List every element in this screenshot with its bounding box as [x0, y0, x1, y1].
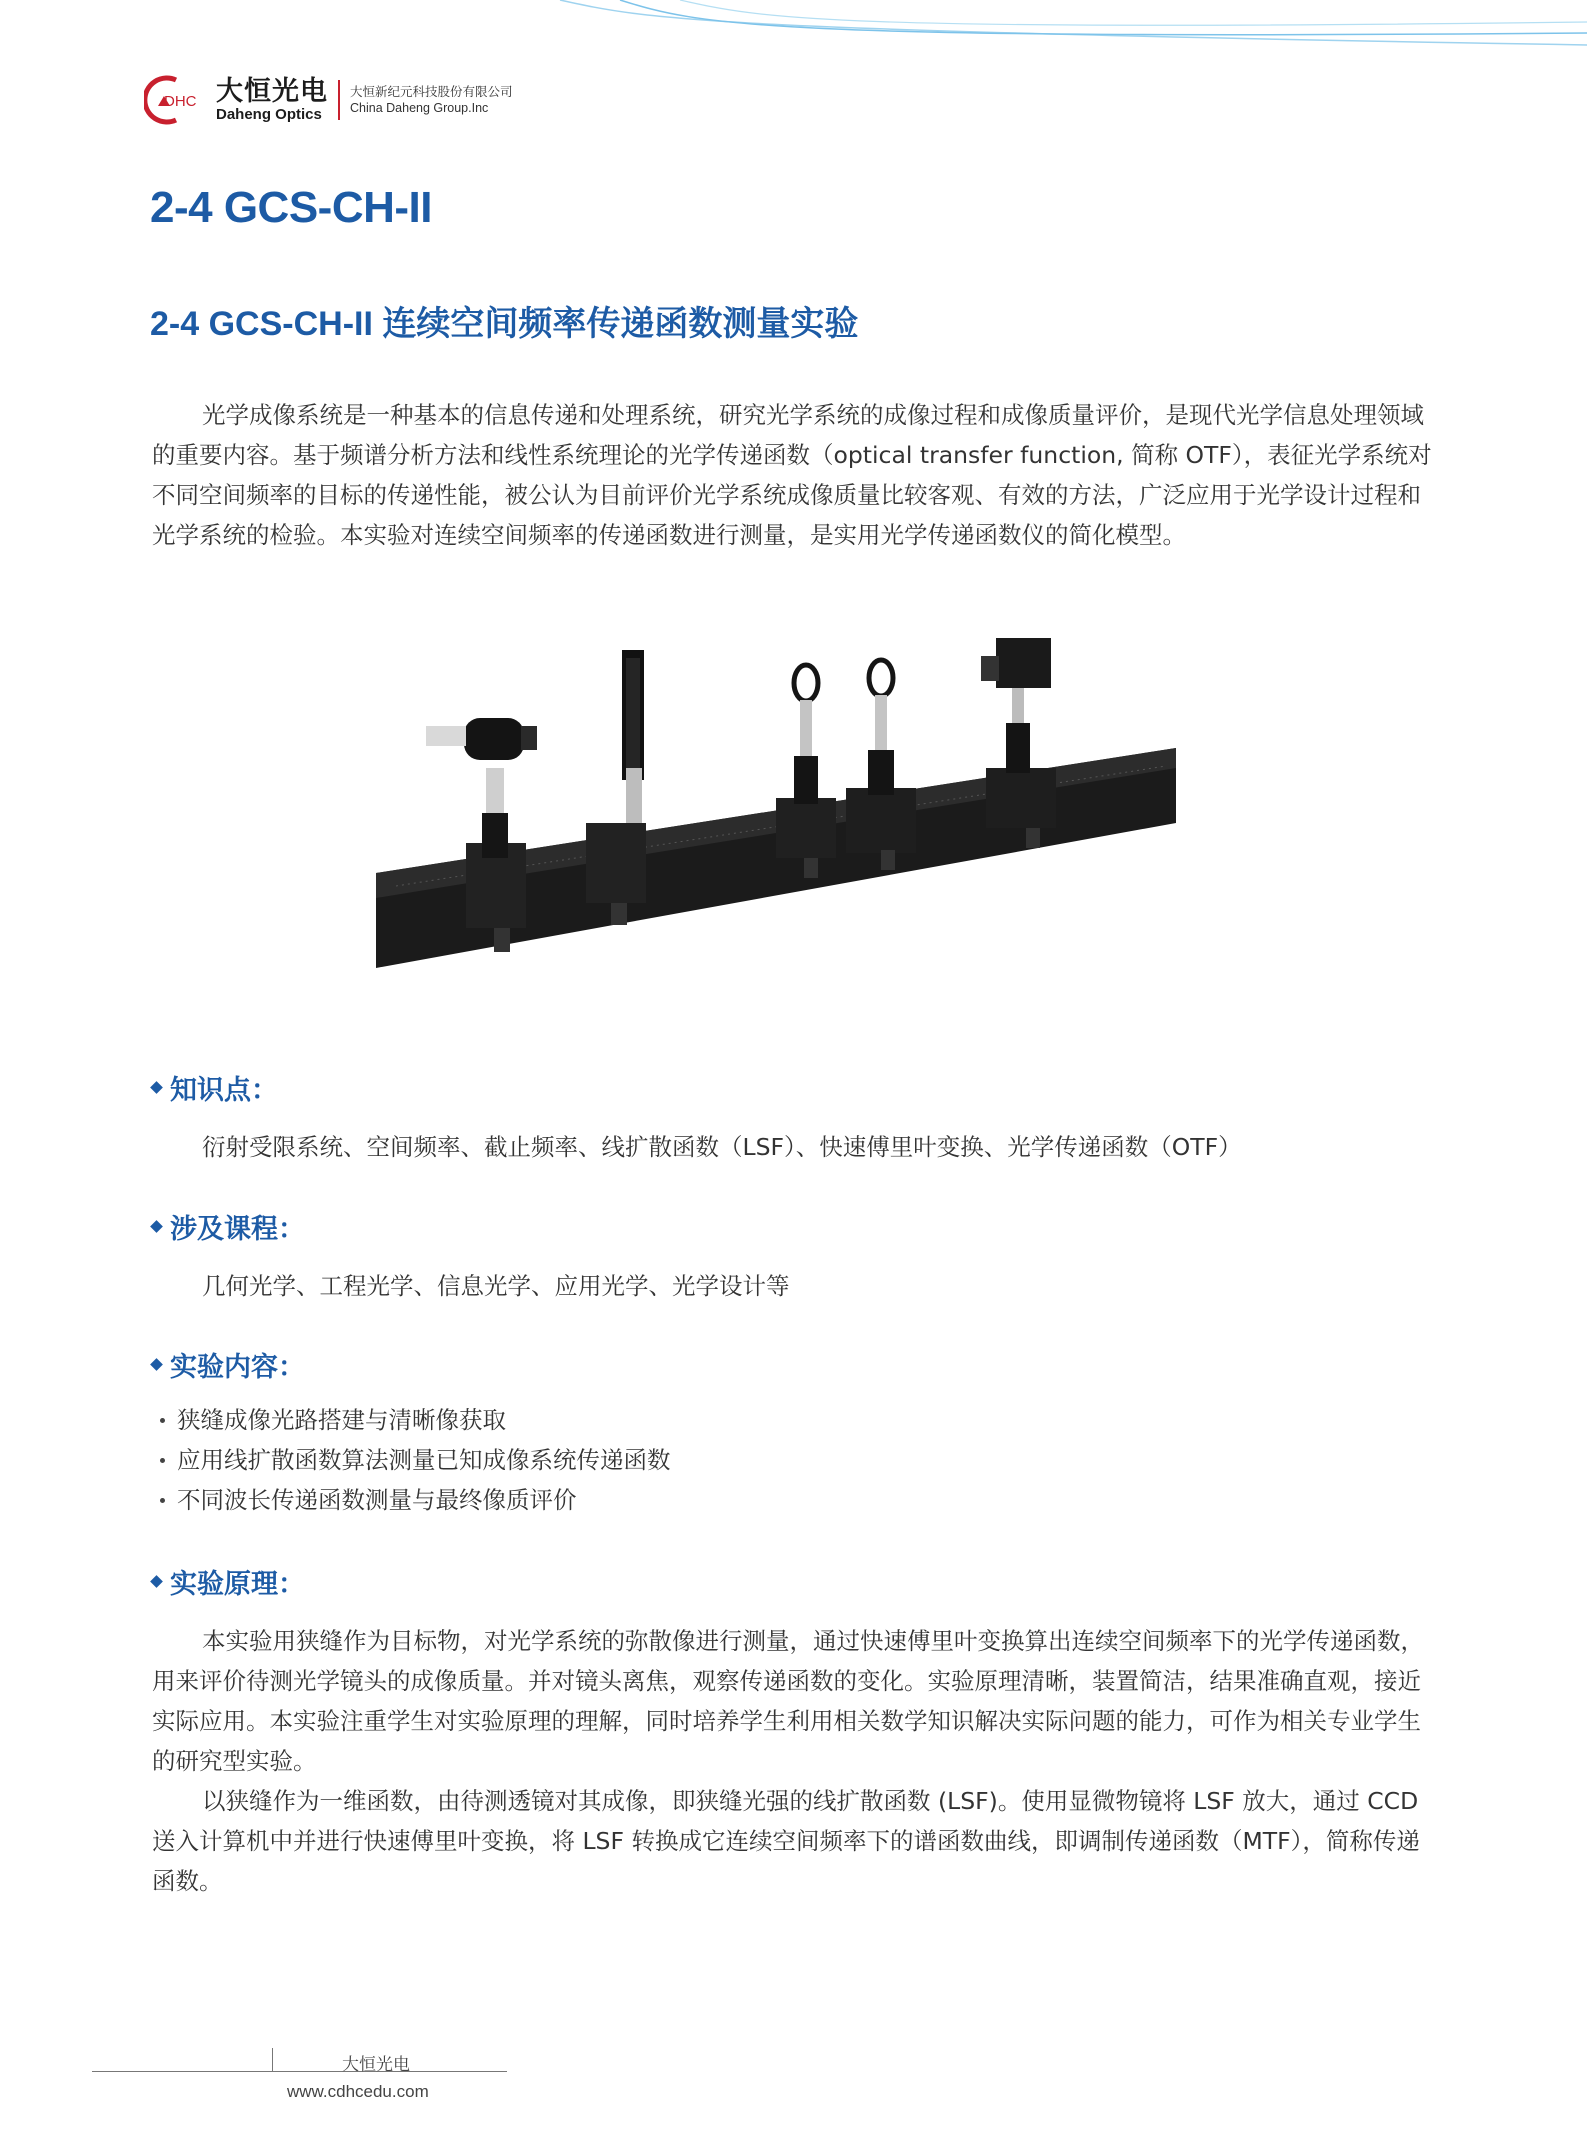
principle-heading-text: 实验原理：	[170, 1569, 305, 1600]
bullet-dot-icon	[160, 1458, 165, 1463]
courses-heading	[152, 1207, 305, 1246]
brand-name-cn: 大恒光电	[216, 76, 328, 106]
principle-heading	[152, 1562, 305, 1601]
product-photo	[376, 638, 1176, 968]
bullet-dot-icon	[160, 1418, 165, 1423]
company-name-cn: 大恒新纪元科技股份有限公司	[350, 84, 513, 99]
diamond-bullet-icon	[150, 1358, 163, 1371]
principle-paragraph-1: 本实验用狭缝作为目标物，对光学系统的弥散像进行测量，通过快速傅里叶变换算出连续空间频率下的光学传递函数，用来评价待测光学镜头的成像质量。并对镜头离焦，观察传递函数的变化。实验原理清晰，装置简洁，结果准确直观，接近实际应用。本实验注重学生对实验原理的理解，同时培养学生利用相关数学知识解决实际问题的能力，可作为相关专业学生的研究型实验。	[152, 1627, 1424, 1775]
courses-body: 几何光学、工程光学、信息光学、应用光学、光学设计等	[202, 1272, 790, 1300]
diamond-bullet-icon	[150, 1575, 163, 1588]
footer-url: www.cdhcedu.com	[287, 2082, 429, 2101]
header-divider	[338, 80, 340, 120]
content-heading-text: 实验内容：	[170, 1352, 305, 1383]
list-item-text: 不同波长传递函数测量与最终像质评价	[177, 1486, 577, 1514]
list-item-text: 应用线扩散函数算法测量已知成像系统传递函数	[177, 1446, 671, 1474]
list-item	[152, 1440, 671, 1480]
knowledge-heading-text: 知识点：	[170, 1075, 278, 1106]
footer-divider-horizontal	[92, 2071, 507, 2072]
list-item	[152, 1400, 671, 1440]
section-title: 2-4 GCS-CH-II 连续空间频率传递函数测量实验	[150, 305, 859, 343]
list-item-text: 狭缝成像光路搭建与清晰像获取	[177, 1406, 506, 1434]
page-title: 2-4 GCS-CH-II	[150, 183, 432, 232]
list-item	[152, 1480, 671, 1520]
diamond-bullet-icon	[150, 1220, 163, 1233]
company-name-en: China Daheng Group.Inc	[350, 101, 489, 115]
brand-name-en: Daheng Optics	[216, 106, 322, 123]
knowledge-body: 衍射受限系统、空间频率、截止频率、线扩散函数（LSF）、快速傅里叶变换、光学传递函数（OTF）	[202, 1133, 1242, 1161]
diamond-bullet-icon	[150, 1081, 163, 1094]
principle-paragraph-2: 以狭缝作为一维函数，由待测透镜对其成像，即狭缝光强的线扩散函数 (LSF)。使用显微物镜将 LSF 放大，通过 CCD 送入计算机中并进行快速傅里叶变换，将 LSF 转换成它连续空间频率下的谱函数曲线，即调制传递函数（MTF），简称传递函数。	[152, 1787, 1420, 1895]
content-heading	[152, 1345, 305, 1384]
header-logo	[144, 72, 513, 128]
dhc-logo	[144, 74, 210, 126]
logo-text: DHC	[164, 93, 197, 110]
content-list	[152, 1400, 671, 1520]
footer-brand: 大恒光电	[342, 2055, 410, 2075]
bullet-dot-icon	[160, 1498, 165, 1503]
footer-divider-vertical	[272, 2048, 273, 2072]
header-decoration	[0, 0, 1587, 80]
intro-paragraph: 光学成像系统是一种基本的信息传递和处理系统，研究光学系统的成像过程和成像质量评价，是现代光学信息处理领域的重要内容。基于频谱分析方法和线性系统理论的光学传递函数（optical transfer function, 简称 OTF），表征光学系统对不同空间频率的目标的传递性能，被公认为目前评价光学系统成像质量比较客观、有效的方法，广泛应用于光学设计过程和光学系统的检验。本实验对连续空间频率的传递函数进行测量，是实用光学传递函数仪的简化模型。	[152, 401, 1432, 549]
knowledge-heading	[152, 1068, 278, 1107]
courses-heading-text: 涉及课程：	[170, 1214, 305, 1245]
